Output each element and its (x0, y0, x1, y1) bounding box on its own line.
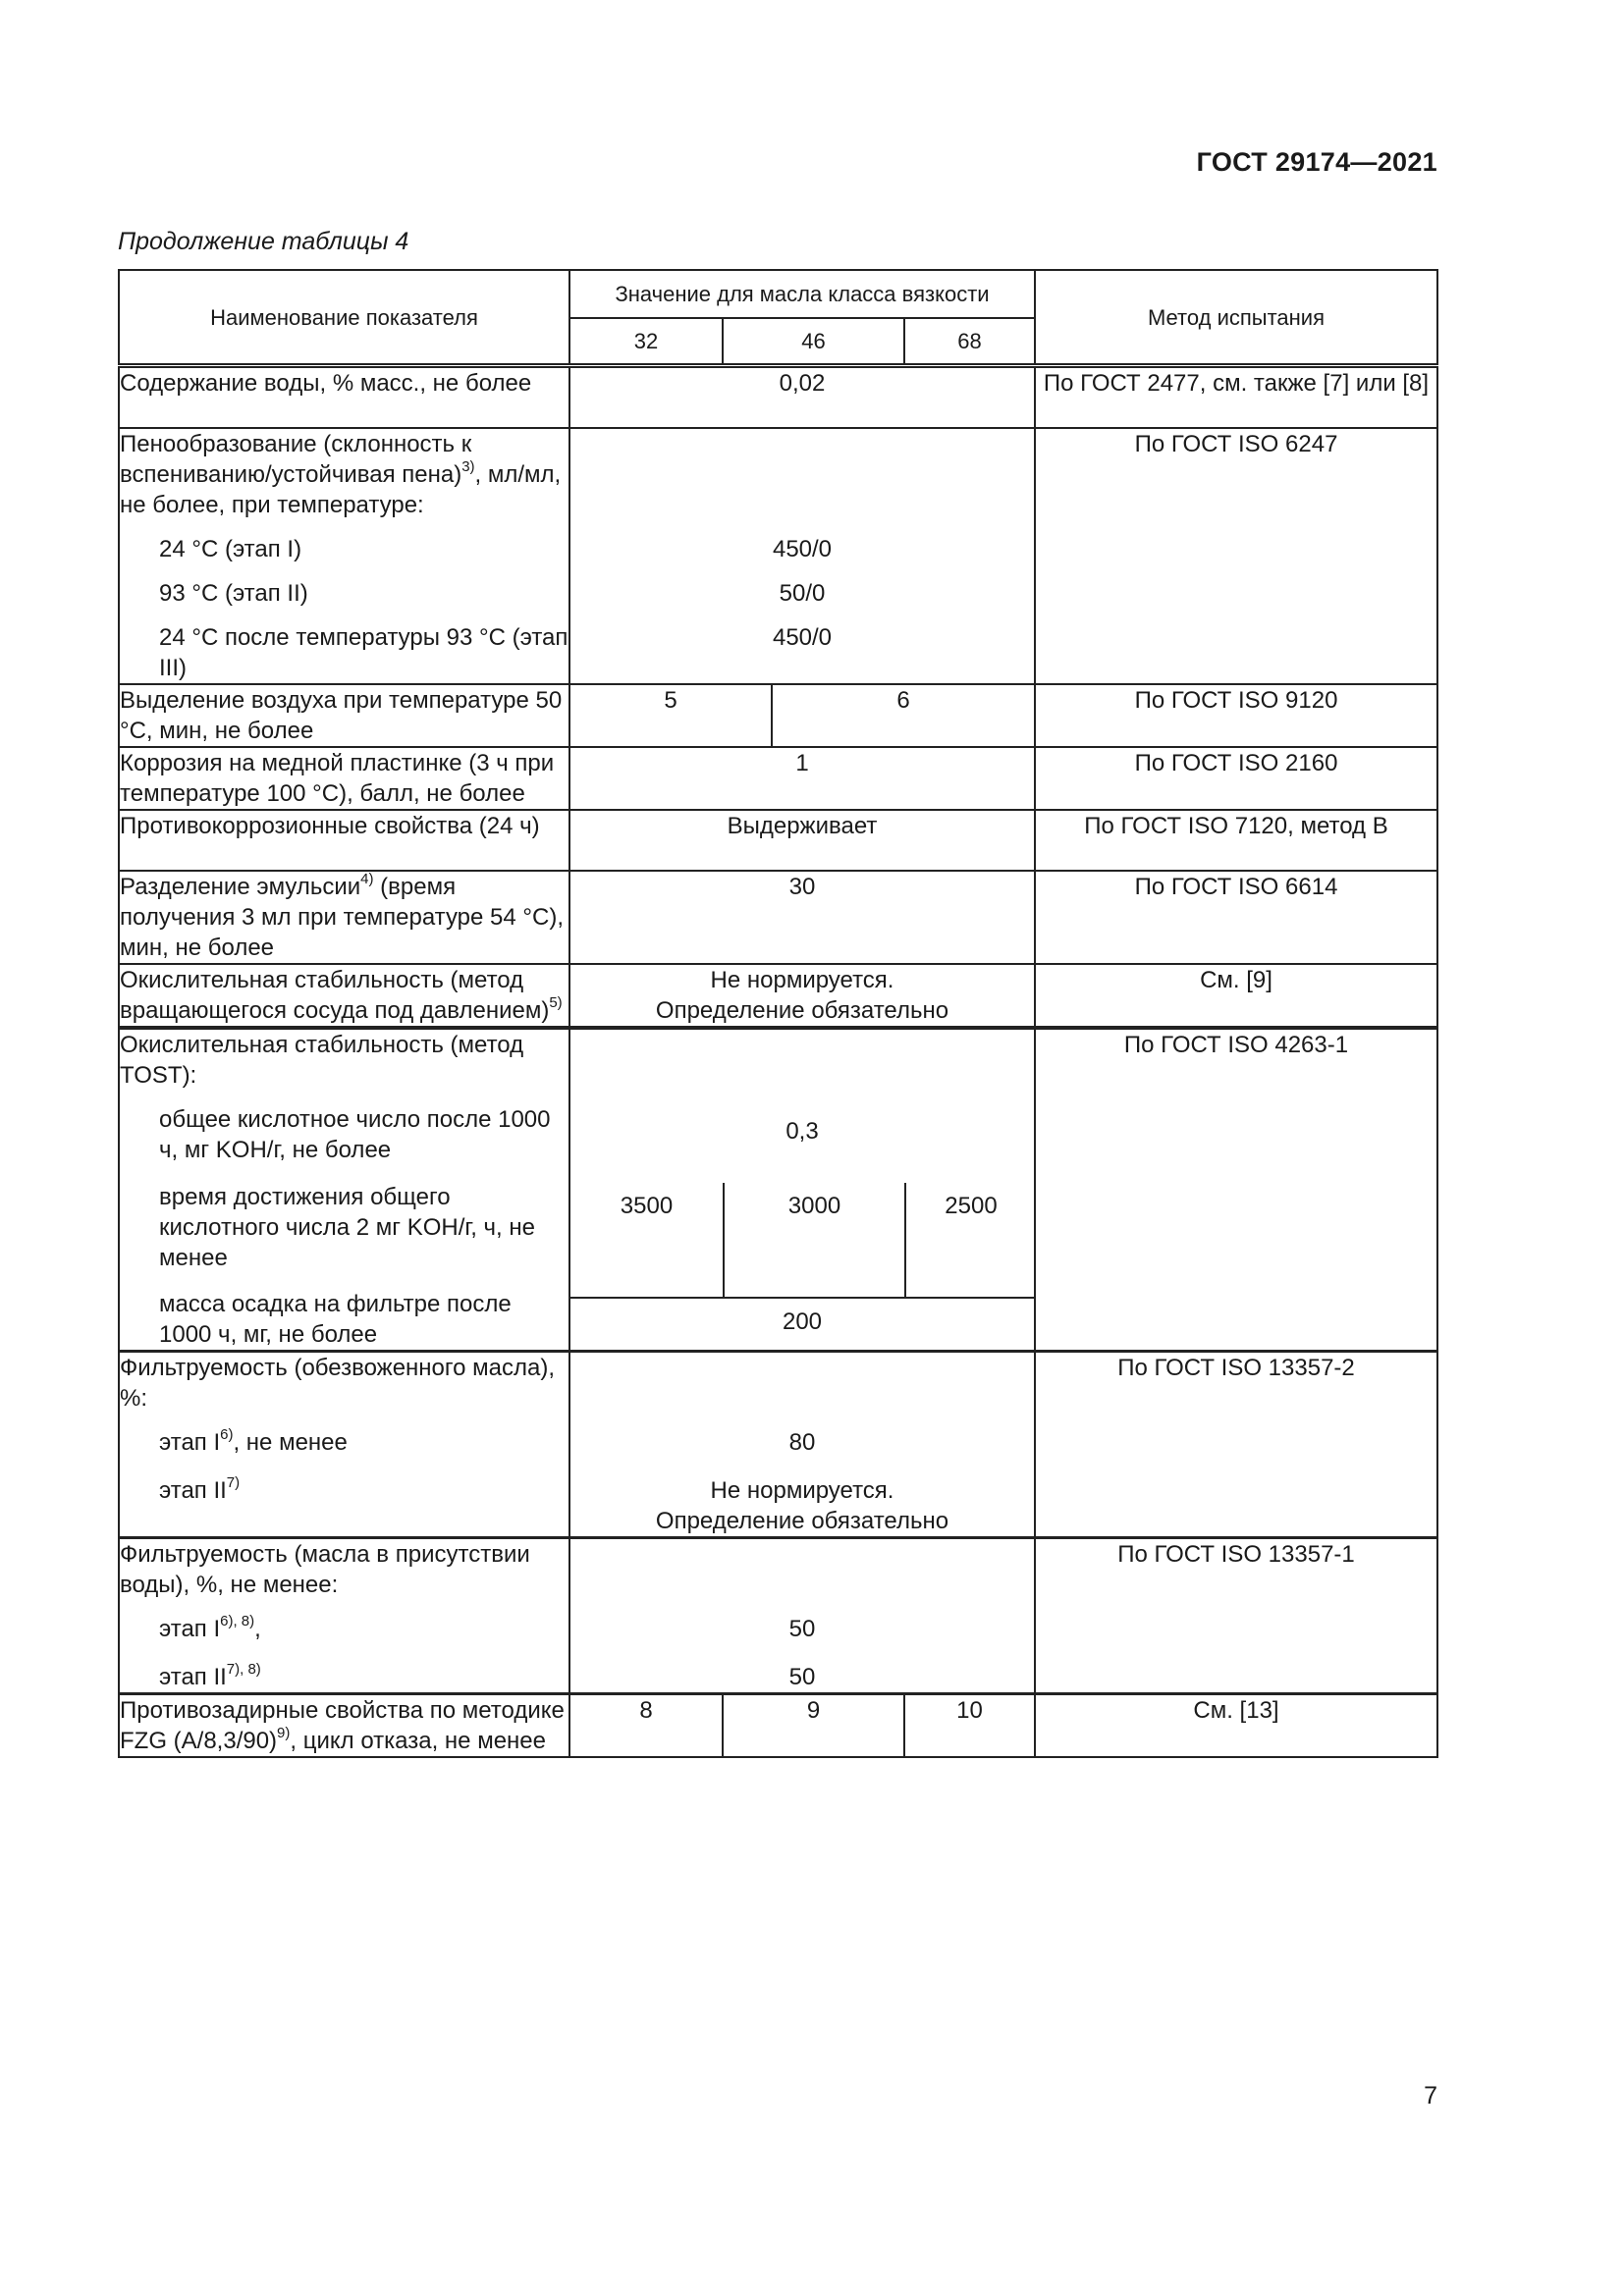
row-method: По ГОСТ ISO 4263-1 (1035, 1028, 1437, 1352)
sub-item-label: общее кислотное число после 1000 ч, мг KOH/г, не более (159, 1106, 551, 1163)
standard-code: ГОСТ 29174—2021 (1196, 147, 1437, 177)
page-number: 7 (1424, 2082, 1437, 2109)
row-value (569, 428, 1035, 684)
sub-item-value: 0,3 (785, 1118, 819, 1145)
tost-values (569, 1028, 1035, 1352)
table-row (119, 1352, 1437, 1538)
table-row (119, 1538, 1437, 1694)
table-row (119, 964, 1437, 1028)
footnote-ref: 3) (461, 458, 475, 475)
table-caption: Продолжение таблицы 4 (118, 228, 409, 255)
header-method: Метод испытания (1035, 270, 1437, 366)
row-method: По ГОСТ ISO 13357-2 (1035, 1352, 1437, 1538)
table-row (119, 1028, 1437, 1352)
row-method: По ГОСТ ISO 2160 (1035, 747, 1437, 810)
row-name (119, 964, 569, 1028)
row-method: По ГОСТ 2477, см. также [7] или [8] (1035, 366, 1437, 429)
row-value: 30 (569, 871, 1035, 964)
row-method: По ГОСТ ISO 9120 (1035, 684, 1437, 747)
row-value-46-68: 6 (772, 684, 1035, 747)
row-name-text: Фильтруемость (масла в присутствии воды), %, не менее: (120, 1541, 530, 1598)
row-method: По ГОСТ ISO 13357-1 (1035, 1538, 1437, 1694)
sub-item-value: 50 (788, 1664, 816, 1690)
row-name-text: Противозадирные свойства по методике FZG (A/8,3/90) (120, 1697, 565, 1754)
row-name (119, 1694, 569, 1758)
row-name-text: Окислительная стабильность (метод вращающегося сосуда под давлением) (120, 967, 550, 1024)
row-value: 0,02 (569, 366, 1035, 429)
row-method: См. [9] (1035, 964, 1437, 1028)
footnote-ref: 7) (226, 1474, 241, 1491)
stage-label: этап II (159, 1477, 227, 1504)
sub-item-value: 50/0 (779, 580, 826, 607)
sub-item-label: 24 °C (этап I) (159, 536, 302, 562)
row-method: По ГОСТ ISO 7120, метод В (1035, 810, 1437, 871)
header-class-68: 68 (904, 318, 1035, 366)
row-name: Содержание воды, % масс., не более (119, 366, 569, 429)
value-class-68: 2500 (905, 1183, 1036, 1298)
footnote-ref: 7), 8) (226, 1661, 261, 1678)
row-name (119, 1028, 569, 1352)
footnote-ref: 5) (549, 994, 563, 1011)
stage-label: этап I (159, 1429, 221, 1456)
header-value-group: Значение для масла класса вязкости (569, 270, 1035, 318)
stage-label: этап II (159, 1664, 227, 1690)
table-row (119, 1694, 1437, 1758)
row-name (119, 1538, 569, 1694)
row-value: 1 (569, 747, 1035, 810)
header-class-32: 32 (569, 318, 723, 366)
value-line: Не нормируется. (710, 1477, 894, 1504)
value-line: Определение обязательно (655, 997, 949, 1024)
footnote-ref: 6) (220, 1426, 234, 1443)
row-name (119, 428, 569, 684)
stage-tail: , (254, 1616, 261, 1642)
table-row (119, 747, 1437, 810)
sub-item-label: 24 °C после температуры 93 °C (этап III) (159, 624, 568, 681)
table-row (119, 428, 1437, 684)
row-name: Коррозия на медной пластинке (3 ч при температуре 100 °C), балл, не более (119, 747, 569, 810)
row-method: По ГОСТ ISO 6247 (1035, 428, 1437, 684)
sub-item-label (120, 1427, 568, 1458)
stage-label: этап I (159, 1616, 221, 1642)
sub-item-label (120, 1475, 568, 1536)
table-row (119, 810, 1437, 871)
row-name-text: Фильтруемость (обезвоженного масла), %: (120, 1355, 556, 1412)
value-class-46: 9 (723, 1694, 904, 1758)
row-name-text: Окислительная стабильность (метод TOST): (120, 1032, 524, 1089)
sub-item-value: 450/0 (772, 536, 833, 562)
row-name: Выделение воздуха при температуре 50 °C, мин, не более (119, 684, 569, 747)
header-row (119, 270, 1437, 318)
footnote-ref: 9) (277, 1725, 291, 1741)
sub-item-label: 93 °C (этап II) (159, 580, 308, 607)
row-value (569, 1538, 1035, 1694)
row-name-tail: , цикл отказа, не менее (290, 1728, 546, 1754)
value-line: Определение обязательно (655, 1508, 949, 1534)
row-value (569, 964, 1035, 1028)
sub-item-label (120, 1662, 568, 1692)
tost-time-values (570, 1183, 1036, 1299)
stage-tail: , не менее (233, 1429, 348, 1456)
table-row (119, 684, 1437, 747)
sub-item-value: 450/0 (772, 624, 833, 651)
table-row (119, 871, 1437, 964)
footnote-ref: 4) (360, 871, 374, 887)
table-row (119, 366, 1437, 429)
value-class-46: 3000 (724, 1183, 905, 1298)
row-name (119, 1352, 569, 1538)
sub-item-label (120, 1614, 568, 1644)
sub-item-label: время достижения общего кислотного числа 2 мг KOH/г, ч, не менее (159, 1184, 535, 1271)
sub-item-label: масса осадка на фильтре после 1000 ч, мг, не более (159, 1291, 512, 1348)
row-name-tail: (время получения 3 мл при температуре 54 °C), мин, не более (120, 874, 564, 961)
sub-item-value: 200 (782, 1308, 823, 1335)
row-name: Противокоррозионные свойства (24 ч) (119, 810, 569, 871)
row-value: Выдерживает (569, 810, 1035, 871)
sub-item-value: 80 (788, 1429, 816, 1456)
specification-table (118, 269, 1438, 1758)
row-value-32: 5 (569, 684, 772, 747)
row-method: По ГОСТ ISO 6614 (1035, 871, 1437, 964)
sub-item-value: 50 (788, 1616, 816, 1642)
footnote-ref: 6), 8) (220, 1613, 255, 1629)
header-name: Наименование показателя (119, 270, 569, 366)
value-line: Не нормируется. (710, 967, 894, 993)
value-class-32: 8 (569, 1694, 723, 1758)
row-value (569, 1352, 1035, 1538)
row-name-text: Пенообразование (склонность к вспениванию/устойчивая пена) (120, 431, 472, 488)
row-name (119, 871, 569, 964)
row-name-text: Разделение эмульсии (120, 874, 361, 900)
row-name-tail: , мл/мл, не более, при температуре: (120, 461, 562, 518)
header-class-46: 46 (723, 318, 904, 366)
row-method: См. [13] (1035, 1694, 1437, 1758)
value-class-68: 10 (904, 1694, 1035, 1758)
value-class-32: 3500 (620, 1193, 674, 1219)
